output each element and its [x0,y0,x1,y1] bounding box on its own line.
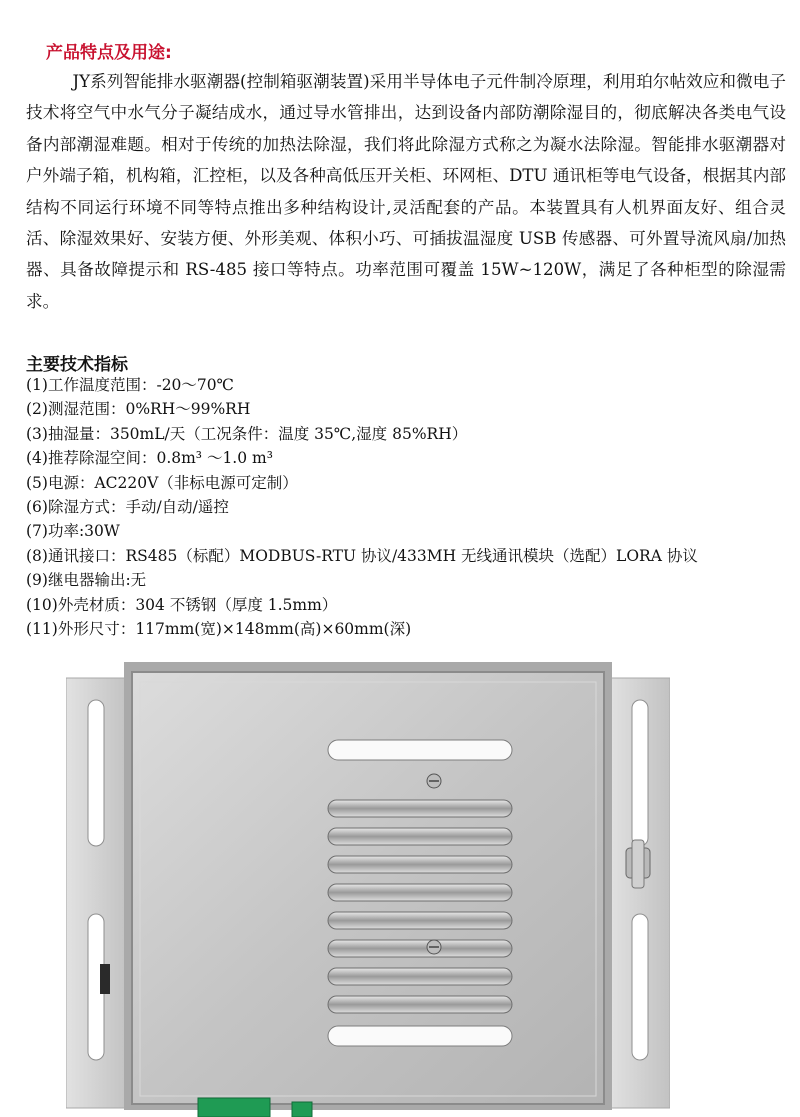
spec-item: (1)工作温度范围：-20～70℃ [26,376,234,394]
mounting-slot [632,914,648,1060]
spec-item: (2)测湿范围：0%RH～99%RH [26,400,251,419]
spec-item: (11)外形尺寸：117mm(宽)×148mm(高)×60mm(深) [26,620,412,639]
spec-list [26,373,698,641]
spec-item: (6)除湿方式：手动/自动/遥控 [26,498,229,517]
spec-item: (10)外壳材质：304 不锈钢（厚度 1.5mm） [26,595,338,614]
mounting-slot [88,700,104,846]
vent-slot [328,800,512,817]
vent-slot [328,740,512,760]
spec-item: (8)通讯接口：RS485（标配）MODBUS-RTU 协议/433MH 无线通讯模块（选配）LORA 协议 [26,546,698,565]
spec-item: (7)功率:30W [26,522,120,541]
terminal-block [198,1098,270,1117]
spec-title: 主要技术指标 [26,355,128,375]
vent-slot [328,968,512,985]
vent-slot [328,884,512,901]
spec-item: (3)抽湿量：350mL/天（工况条件：温度 35℃,湿度 85%RH） [26,424,468,443]
vent-slot [328,828,512,845]
intro-paragraph: JY系列智能排水驱潮器(控制箱驱潮装置)采用半导体电子元件制冷原理，利用珀尔帖效应和微电子技术将空气中水气分子凝结成水，通过导水管排出，达到设备内部防潮除湿目的，彻底解决各类电气设备内部潮湿难题。相对于传统的加热法除湿，我们将此除湿方式称之为凝水法除湿。智能排水驱潮器对户外端子箱，机构箱，汇控柜，以及各种高低压开关柜、环网柜、DTU 通讯柜等电气设备，根据其内部结构不同运行环境不同等特点推出多种结构设计,灵活配套的产品。本装置具有人机界面友好、组合灵活、除湿效果好、安装方便、外形美观、体积小巧、可插拔温湿度 USB 传感器、可外置导流风扇/加热器、具备故障提示和 RS-485 接口等特点。功率范围可覆盖 15W~120W，满足了各种柜型的除湿需求。 [26,72,786,311]
spec-item: (4)推荐除湿空间：0.8m³ ～1.0 m³ [26,449,273,468]
terminal-plug [292,1102,312,1117]
vent-slot [328,1026,512,1046]
mounting-slot [632,700,648,846]
vent-slot [328,912,512,929]
section-title: 产品特点及用途: [46,43,172,63]
vent-slot [328,940,512,957]
vent-slot [328,856,512,873]
vent-slot [328,996,512,1013]
spec-item: (9)继电器输出:无 [26,571,147,590]
spec-item: (5)电源：AC220V（非标电源可定制） [26,473,298,492]
product-photo [66,660,670,1117]
side-connector [100,964,110,994]
